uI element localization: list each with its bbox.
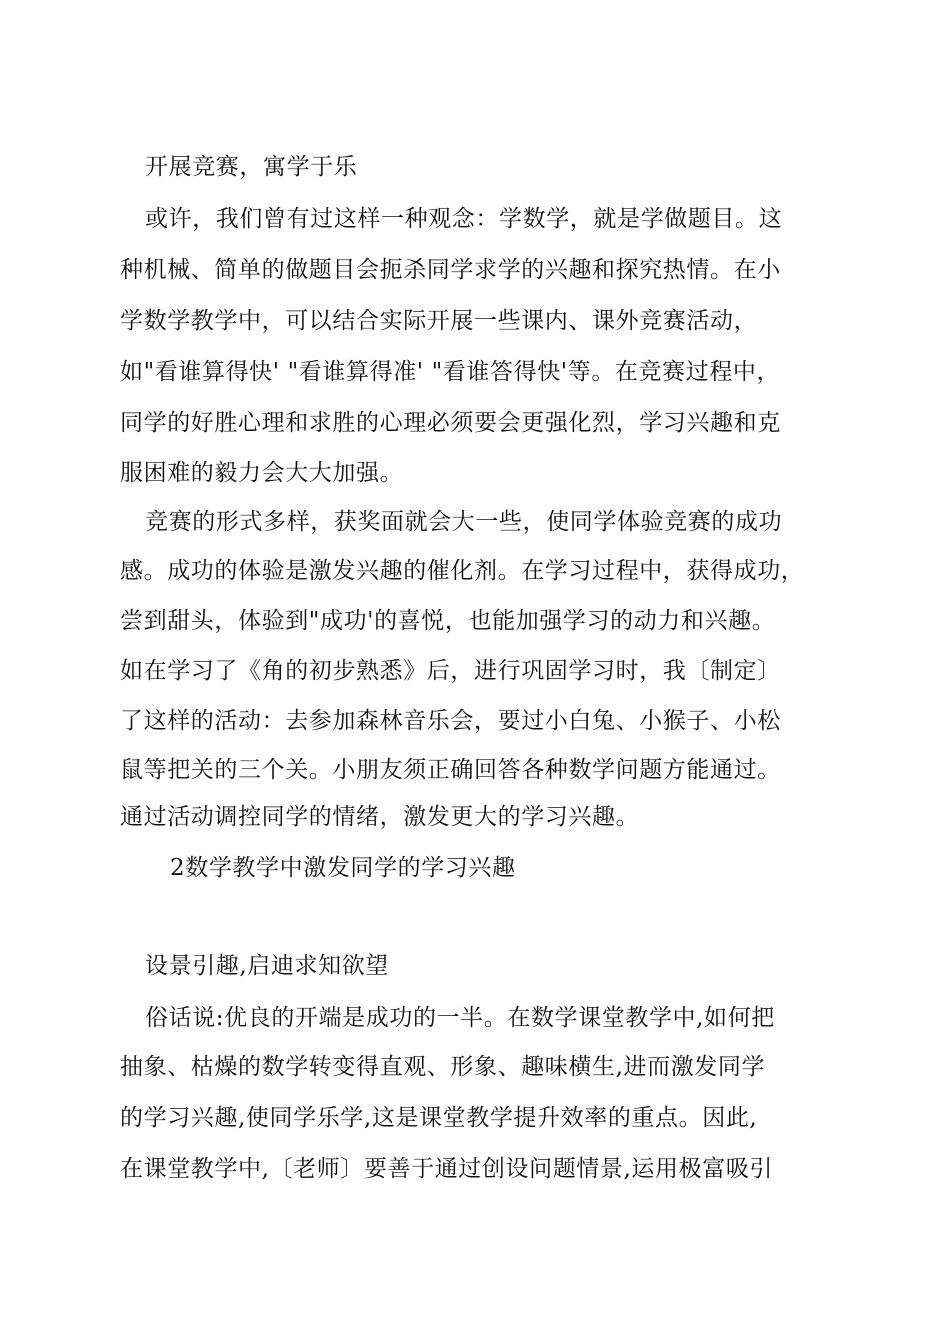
paragraph-line: 感。成功的体验是激发兴趣的催化剂。在学习过程中，获得成功， [120,558,805,584]
paragraph-line: 如在学习了《角的初步熟悉》后，进行巩固学习时，我〔制定〕 [120,658,781,684]
section-title: 2数学教学中激发同学的学习兴趣 [170,855,516,881]
paragraph-line: 或许，我们曾有过这样一种观念：学数学，就是学做题目。这 [145,206,783,232]
paragraph-line: 学数学教学中，可以结合实际开展一些课内、课外竞赛活动， [120,308,758,334]
paragraph-line: 竞赛的形式多样，获奖面就会大一些，使同学体验竞赛的成功 [145,509,783,535]
paragraph-line: 抽象、枯燥的数学转变得直观、形象、趣味横生,进而激发同学 [120,1054,766,1080]
paragraph-line: 如"看谁算得快' "看谁算得准' "看谁答得快'等。在竞赛过程中， [120,359,781,385]
section-heading-scenario: 设景引趣,启迪求知欲望 [145,953,389,979]
paragraph-line: 鼠等把关的三个关。小朋友须正确回答各种数学问题方能通过。 [120,757,781,783]
paragraph-line: 服困难的毅力会大大加强。 [120,460,404,486]
paragraph-line: 了这样的活动：去参加森林音乐会，要过小白兔、小猴子、小松 [120,708,781,734]
paragraph-line: 在课堂教学中,〔老师〕要善于通过创设问题情景,运用极富吸引 [120,1156,774,1182]
paragraph-line: 同学的好胜心理和求胜的心理必须要会更强化烈，学习兴趣和克 [120,410,781,436]
paragraph-line: 通过活动调控同学的情绪，激发更大的学习兴趣。 [120,804,640,830]
paragraph-line: 种机械、简单的做题目会扼杀同学求学的兴趣和探究热情。在小 [120,257,781,283]
paragraph-line: 的学习兴趣,使同学乐学,这是课堂教学提升效率的重点。因此, [120,1105,758,1131]
paragraph-line: 尝到甜头，体验到"成功'的喜悦，也能加强学习的动力和兴趣。 [120,608,776,634]
paragraph-line: 俗话说:优良的开端是成功的一半。在数学课堂教学中,如何把 [145,1005,775,1031]
section-heading-competition: 开展竞赛，寓学于乐 [145,154,358,180]
